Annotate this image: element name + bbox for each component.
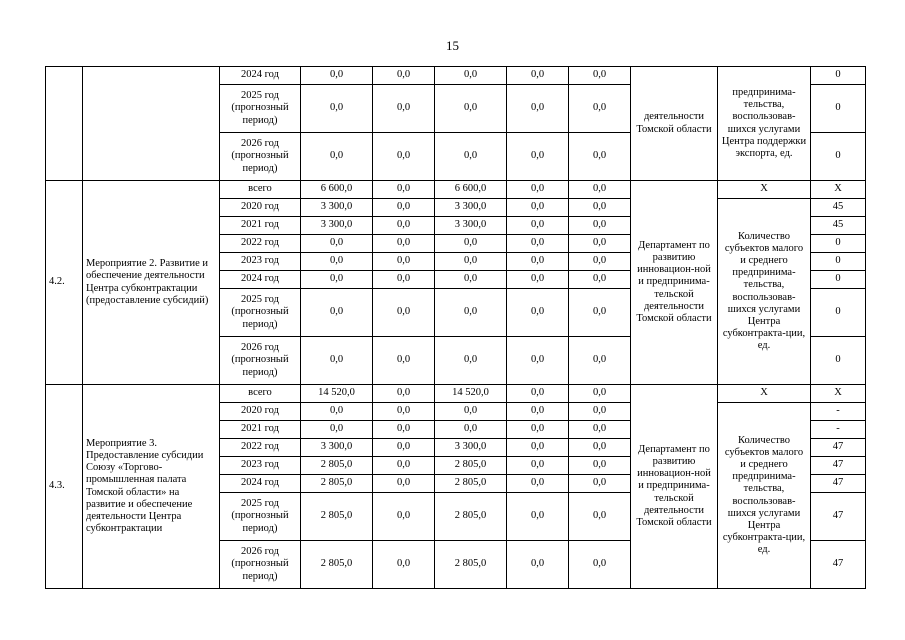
value-cell: 14 520,0 [435,385,507,403]
value-cell: 0,0 [569,235,631,253]
indicator-value-cell: 45 [811,199,866,217]
table-row [46,181,866,199]
value-cell: 0,0 [373,85,435,133]
value-cell: 0,0 [507,337,569,385]
indicator-value-cell: - [811,403,866,421]
value-cell: 2 805,0 [301,475,373,493]
executor-cell: Департамент по развитию инновацион-ной и предпринима-тельской деятельности Томской области [631,181,718,385]
value-cell: 0,0 [301,421,373,439]
value-cell: 0,0 [569,289,631,337]
indicator-cell: предпринима-тельства, воспользовав-шихся услугами Центра поддержки экспорта, ед. [718,67,811,181]
value-cell: 0,0 [435,133,507,181]
title-cell [83,67,220,181]
year-cell: 2022 год [220,235,301,253]
value-cell: 0,0 [301,67,373,85]
value-cell: 0,0 [569,253,631,271]
value-cell: 3 300,0 [301,199,373,217]
value-cell: 0,0 [507,403,569,421]
value-cell: 0,0 [569,181,631,199]
value-cell: 0,0 [569,133,631,181]
value-cell: 0,0 [507,181,569,199]
indicator-value-cell: 0 [811,271,866,289]
year-cell: 2026 год (прогнозный период) [220,337,301,385]
executor-cell: Департамент по развитию инновацион-ной и предпринима-тельской деятельности Томской области [631,385,718,589]
table-row [46,385,866,403]
value-cell: 6 600,0 [435,181,507,199]
indicator-value-cell: - [811,421,866,439]
year-cell: 2020 год [220,199,301,217]
year-cell: 2022 год [220,439,301,457]
value-cell: 0,0 [569,199,631,217]
year-cell: 2025 год (прогнозный период) [220,85,301,133]
year-cell: 2026 год (прогнозный период) [220,133,301,181]
year-cell: 2025 год (прогнозный период) [220,289,301,337]
value-cell: 0,0 [373,541,435,589]
value-cell: 0,0 [373,253,435,271]
value-cell: 0,0 [435,421,507,439]
indicator-cell: Количество субъектов малого и среднего предпринима-тельства, воспользовав-шихся услугами Центра субконтракта-ции, ед. [718,199,811,385]
value-cell: 0,0 [507,235,569,253]
value-cell: 0,0 [435,337,507,385]
value-cell: 0,0 [569,67,631,85]
value-cell: 0,0 [301,85,373,133]
executor-cell: деятельности Томской области [631,67,718,181]
value-cell: 2 805,0 [435,475,507,493]
title-cell: Мероприятие 3. Предоставление субсидии Союзу «Торгово-промышленная палата Томской области» на развитие и обеспечение деятельности Центра субконтрактации [83,385,220,589]
value-cell: 0,0 [373,271,435,289]
value-cell: 0,0 [507,385,569,403]
value-cell: 0,0 [301,133,373,181]
value-cell: 0,0 [373,217,435,235]
value-cell: 0,0 [507,493,569,541]
value-cell: 2 805,0 [435,457,507,475]
indicator-value-cell: 47 [811,541,866,589]
year-cell: всего [220,181,301,199]
value-cell: 0,0 [373,457,435,475]
value-cell: 0,0 [373,475,435,493]
indicator-value-cell: 0 [811,289,866,337]
value-cell: 2 805,0 [435,493,507,541]
value-cell: 0,0 [507,475,569,493]
value-cell: 0,0 [435,85,507,133]
value-cell: 0,0 [373,493,435,541]
value-cell: 3 300,0 [435,439,507,457]
value-cell: 0,0 [569,493,631,541]
value-cell: 0,0 [507,133,569,181]
page-number: 15 [446,38,459,53]
value-cell: 0,0 [435,235,507,253]
value-cell: 0,0 [301,235,373,253]
indicator-value-cell: Х [811,385,866,403]
value-cell: 0,0 [373,439,435,457]
value-cell: 0,0 [569,421,631,439]
value-cell: 0,0 [569,403,631,421]
x-mark-cell: Х [718,385,811,403]
indicator-cell: Количество субъектов малого и среднего предпринима-тельства, воспользовав-шихся услугами Центра субконтракта-ции, ед. [718,403,811,589]
value-cell: 0,0 [435,403,507,421]
indicator-value-cell: 0 [811,67,866,85]
value-cell: 3 300,0 [435,217,507,235]
value-cell: 0,0 [435,271,507,289]
indicator-value-cell: Х [811,181,866,199]
value-cell: 0,0 [373,403,435,421]
program-table [45,66,866,589]
value-cell: 0,0 [569,457,631,475]
value-cell: 3 300,0 [301,439,373,457]
index-cell: 4.2. [46,181,83,385]
value-cell: 3 300,0 [301,217,373,235]
year-cell: 2020 год [220,403,301,421]
indicator-value-cell: 47 [811,493,866,541]
index-cell [46,67,83,181]
value-cell: 0,0 [507,217,569,235]
year-cell: 2024 год [220,475,301,493]
value-cell: 0,0 [301,271,373,289]
indicator-value-cell: 0 [811,253,866,271]
value-cell: 0,0 [373,421,435,439]
value-cell: 0,0 [373,199,435,217]
value-cell: 0,0 [569,541,631,589]
value-cell: 0,0 [507,67,569,85]
value-cell: 0,0 [569,385,631,403]
value-cell: 3 300,0 [435,199,507,217]
indicator-value-cell: 0 [811,337,866,385]
value-cell: 2 805,0 [301,457,373,475]
value-cell: 0,0 [507,199,569,217]
year-cell: 2021 год [220,217,301,235]
value-cell: 0,0 [569,271,631,289]
index-cell: 4.3. [46,385,83,589]
table-row [46,67,866,85]
title-cell: Мероприятие 2. Развитие и обеспечение деятельности Центра субконтрактации (предоставление субсидий) [83,181,220,385]
year-cell: 2021 год [220,421,301,439]
value-cell: 2 805,0 [435,541,507,589]
value-cell: 0,0 [569,85,631,133]
value-cell: 0,0 [569,217,631,235]
value-cell: 0,0 [569,439,631,457]
value-cell: 0,0 [507,541,569,589]
value-cell: 0,0 [507,85,569,133]
value-cell: 0,0 [507,457,569,475]
year-cell: 2025 год (прогнозный период) [220,493,301,541]
year-cell: 2024 год [220,271,301,289]
value-cell: 0,0 [373,385,435,403]
value-cell: 0,0 [435,253,507,271]
indicator-value-cell: 47 [811,457,866,475]
year-cell: 2023 год [220,457,301,475]
indicator-value-cell: 0 [811,85,866,133]
value-cell: 0,0 [301,253,373,271]
value-cell: 0,0 [373,181,435,199]
value-cell: 0,0 [507,289,569,337]
value-cell: 0,0 [507,271,569,289]
value-cell: 6 600,0 [301,181,373,199]
value-cell: 0,0 [373,289,435,337]
value-cell: 0,0 [507,421,569,439]
year-cell: 2024 год [220,67,301,85]
year-cell: 2026 год (прогнозный период) [220,541,301,589]
value-cell: 0,0 [507,253,569,271]
value-cell: 0,0 [301,337,373,385]
value-cell: 0,0 [373,133,435,181]
value-cell: 0,0 [301,403,373,421]
value-cell: 0,0 [507,439,569,457]
value-cell: 0,0 [373,235,435,253]
value-cell: 0,0 [373,337,435,385]
indicator-value-cell: 47 [811,439,866,457]
year-cell: 2023 год [220,253,301,271]
value-cell: 0,0 [435,289,507,337]
indicator-value-cell: 0 [811,235,866,253]
value-cell: 2 805,0 [301,541,373,589]
year-cell: всего [220,385,301,403]
value-cell: 0,0 [569,475,631,493]
indicator-value-cell: 47 [811,475,866,493]
value-cell: 0,0 [373,67,435,85]
value-cell: 0,0 [301,289,373,337]
indicator-value-cell: 0 [811,133,866,181]
value-cell: 0,0 [435,67,507,85]
value-cell: 0,0 [569,337,631,385]
x-mark-cell: Х [718,181,811,199]
indicator-value-cell: 45 [811,217,866,235]
value-cell: 14 520,0 [301,385,373,403]
value-cell: 2 805,0 [301,493,373,541]
